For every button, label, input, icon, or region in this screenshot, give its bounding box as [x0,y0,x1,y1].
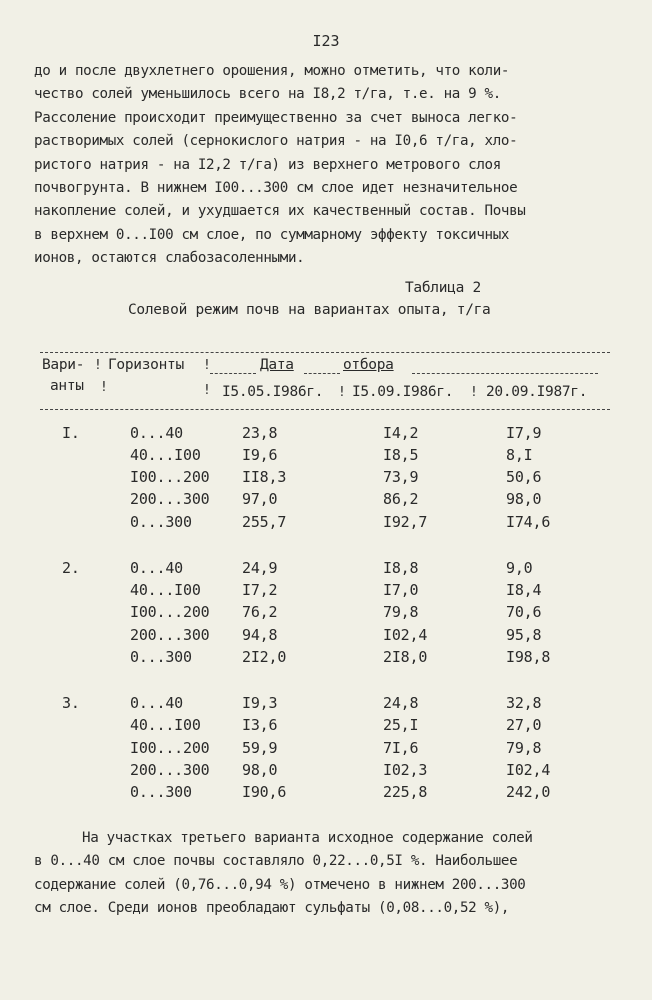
value-cell: 2I8,0 [383,648,428,666]
value-cell: 8,I [506,446,533,464]
value-cell: I9,3 [242,694,278,712]
header-divider-mark: ! [100,380,108,395]
header-divider-mark: ! [338,385,346,400]
header-variant-line2: анты [50,378,84,394]
text-line: до и после двухлетнего орошения, можно отметить, что коли- [34,63,510,79]
value-cell: 98,0 [506,490,542,508]
value-cell: I9,6 [242,446,278,464]
value-cell: 95,8 [506,626,542,644]
value-cell: 2I2,0 [242,648,287,666]
text-line: в 0...40 см слое почвы составляло 0,22...0,5I %. Наибольшее [34,853,518,870]
value-cell: I90,6 [242,783,287,801]
header-divider-mark: ! [94,358,102,373]
horizon-cell: 0...40 [130,424,183,442]
table-number: Таблица 2 [405,280,481,296]
value-cell: I02,4 [506,761,551,779]
horizon-cell: I00...200 [130,739,210,757]
text-line: накопление солей, и ухудшается их качественный состав. Почвы [34,203,526,220]
horizon-cell: I00...200 [130,603,210,621]
value-cell: 50,6 [506,468,542,486]
value-cell: 23,8 [242,424,278,442]
value-cell: 76,2 [242,603,278,621]
text-line: растворимых солей (сернокислого натрия - на I0,6 т/га, хло- [34,133,518,150]
horizon-cell: 200...300 [130,626,210,644]
text-line: почвогрунта. В нижнем I00...300 см слое идет незначительное [34,180,518,197]
value-cell: 24,9 [242,559,278,577]
value-cell: 242,0 [506,783,551,801]
value-cell: I7,2 [242,581,278,599]
value-cell: I92,7 [383,513,428,531]
value-cell: 9,0 [506,559,533,577]
value-cell: I3,6 [242,716,278,734]
horizon-cell: 0...300 [130,648,192,666]
horizon-cell: 40...I00 [130,581,201,599]
header-horizons: Горизонты [108,357,184,373]
value-cell: I4,2 [383,424,419,442]
paragraph-top [34,60,619,271]
value-cell: 225,8 [383,783,428,801]
variant-label: 2. [62,559,80,577]
header-dash-right [412,373,598,374]
horizon-cell: 0...300 [130,783,192,801]
variant-label: I. [62,424,80,442]
value-cell: 70,6 [506,603,542,621]
text-line: ионов, остаются слабозасоленными. [34,250,305,267]
header-date-2: I5.09.I986г. [352,384,454,400]
text-line: ристого натрия - на I2,2 т/га) из верхнего метрового слоя [34,156,501,173]
horizon-cell: I00...200 [130,468,210,486]
horizon-cell: 0...40 [130,559,183,577]
text-line: Рассоление происходит преимущественно за счет выноса легко- [34,109,518,126]
value-cell: I98,8 [506,648,551,666]
variant-label: 3. [62,694,80,712]
value-cell: I74,6 [506,513,551,531]
header-dash-left [210,373,256,374]
header-date-1: I5.05.I986г. [222,384,324,400]
value-cell: I7,0 [383,581,419,599]
table-title: Солевой режим почв на вариантах опыта, т/га [128,302,491,318]
text-line: чество солей уменьшилось всего на I8,2 т/га, т.е. на 9 %. [34,86,501,103]
header-date-word: Дата [260,357,294,373]
value-cell: 98,0 [242,761,278,779]
value-cell: 24,8 [383,694,419,712]
value-cell: 32,8 [506,694,542,712]
header-variant-line1: Вари- [42,357,85,373]
table-rule-top [40,352,610,353]
header-dash-mid [304,373,340,374]
value-cell: I7,9 [506,424,542,442]
text-line: На участках третьего варианта исходное содержание солей [82,830,533,846]
horizon-cell: 0...300 [130,513,192,531]
header-divider-mark: ! [203,358,211,373]
text-line: см слое. Среди ионов преобладают сульфаты (0,08...0,52 %), [34,900,510,917]
value-cell: II8,3 [242,468,287,486]
value-cell: 255,7 [242,513,287,531]
value-cell: 94,8 [242,626,278,644]
value-cell: 79,8 [506,739,542,757]
horizon-cell: 200...300 [130,490,210,508]
value-cell: 79,8 [383,603,419,621]
paragraph-bottom [34,827,619,921]
value-cell: I8,5 [383,446,419,464]
horizon-cell: 40...I00 [130,716,201,734]
header-sampling-word: отбора [343,357,394,373]
value-cell: 7I,6 [383,739,419,757]
header-date-3: 20.09.I987г. [486,384,588,400]
header-divider-mark: ! [470,385,478,400]
table-rule-header [40,409,610,410]
value-cell: I02,3 [383,761,428,779]
horizon-cell: 200...300 [130,761,210,779]
text-line: в верхнем 0...I00 см слое, по суммарному эффекту токсичных [34,226,510,243]
value-cell: 27,0 [506,716,542,734]
horizon-cell: 0...40 [130,694,183,712]
value-cell: I02,4 [383,626,428,644]
value-cell: 86,2 [383,490,419,508]
value-cell: 73,9 [383,468,419,486]
value-cell: I8,4 [506,581,542,599]
value-cell: 25,I [383,716,419,734]
page-number: I23 [312,32,340,50]
horizon-cell: 40...I00 [130,446,201,464]
value-cell: I8,8 [383,559,419,577]
text-line: содержание солей (0,76...0,94 %) отмечено в нижнем 200...300 [34,876,526,893]
header-divider-mark: ! [203,383,211,398]
value-cell: 59,9 [242,739,278,757]
value-cell: 97,0 [242,490,278,508]
